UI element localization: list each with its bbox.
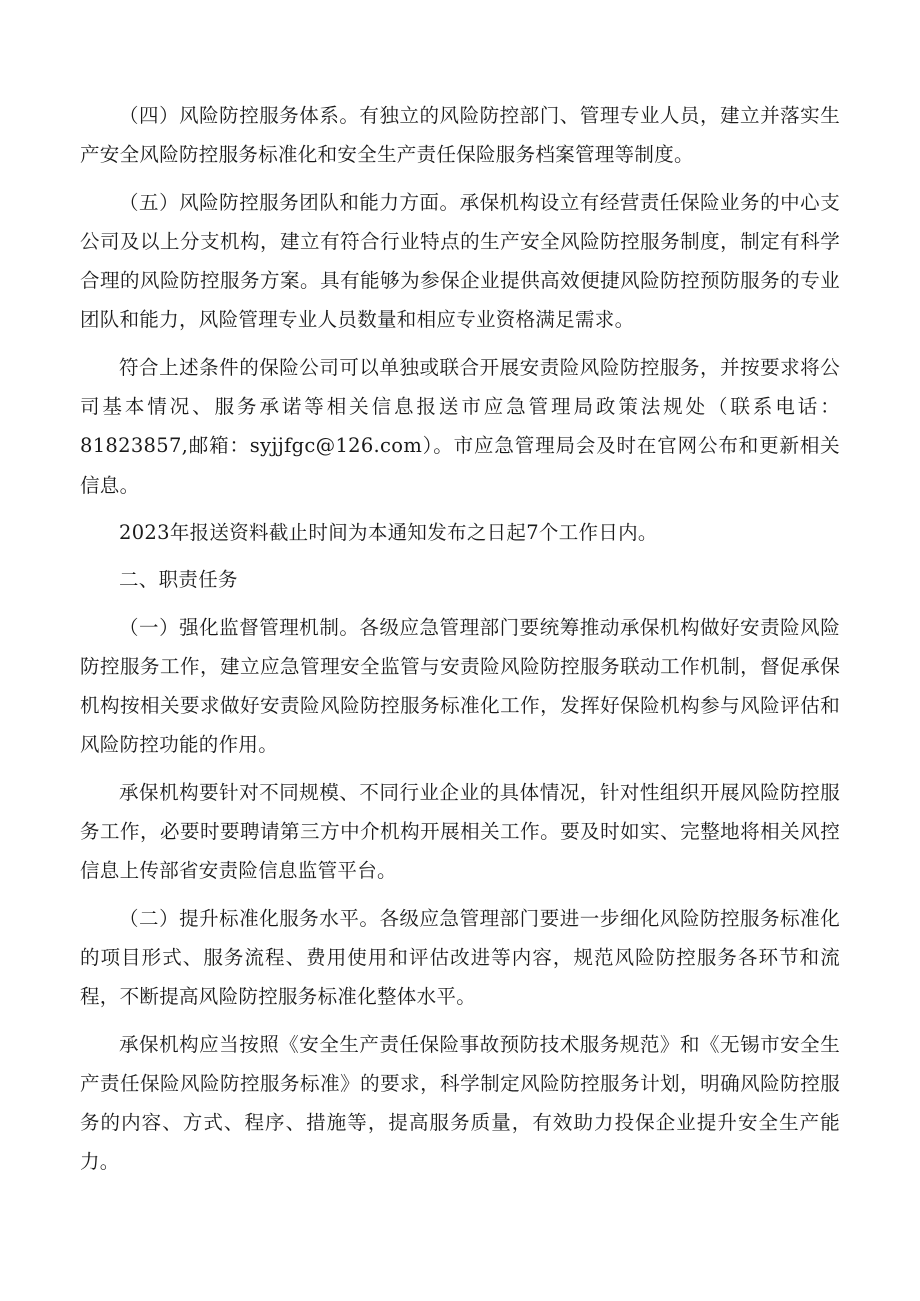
paragraph-qualified-insurers: 符合上述条件的保险公司可以单独或联合开展安责险风险防控服务，并按要求将公司基本情况、服务承诺等相关信息报送市应急管理局政策法规处（联系电话：81823857,邮箱：syjjfgc@126.com）。市应急管理局会及时在官网公布和更新相关信息。: [80, 355, 840, 497]
paragraph-deadline: 2023年报送资料截止时间为本通知发布之日起7个工作日内。: [119, 520, 658, 544]
paragraph-service-system: （四）风险防控服务体系。有独立的风险防控部门、管理专业人员，建立并落实生产安全风险防控服务标准化和安全生产责任保险服务档案管理等制度。: [80, 104, 840, 167]
section-heading-duties: 二、职责任务: [119, 568, 238, 592]
paragraph-service-standards: 承保机构应当按照《安全生产责任保险事故预防技术服务规范》和《无锡市安全生产责任保险风险防控服务标准》的要求，科学制定风险防控服务计划，明确风险防控服务的内容、方式、程序、措施等，提高服务质量，有效助力投保企业提升安全生产能力。: [80, 1032, 840, 1174]
paragraph-insurer-obligations: 承保机构要针对不同规模、不同行业企业的具体情况，针对性组织开展风险防控服务工作，必要时要聘请第三方中介机构开展相关工作。要及时如实、完整地将相关风控信息上传部省安责险信息监管平台。: [80, 780, 840, 883]
paragraph-team-capability: （五）风险防控服务团队和能力方面。承保机构设立有经营责任保险业务的中心支公司及以上分支机构，建立有符合行业特点的生产安全风险防控服务制度，制定有科学合理的风险防控服务方案。具有能够为参保企业提供高效便捷风险防控预防服务的专业团队和能力，风险管理专业人员数量和相应专业资格满足需求。: [80, 190, 840, 332]
paragraph-standardization: （二）提升标准化服务水平。各级应急管理部门要进一步细化风险防控服务标准化的项目形式、服务流程、费用使用和评估改进等内容，规范风险防控服务各环节和流程，不断提高风险防控服务标准化整体水平。: [80, 906, 840, 1009]
paragraph-supervision-mechanism: （一）强化监督管理机制。各级应急管理部门要统筹推动承保机构做好安责险风险防控服务工作，建立应急管理安全监管与安责险风险防控服务联动工作机制，督促承保机构按相关要求做好安责险风险防控服务标准化工作，发挥好保险机构参与风险评估和风险防控功能的作用。: [80, 615, 840, 757]
document-body: [80, 96, 840, 1182]
